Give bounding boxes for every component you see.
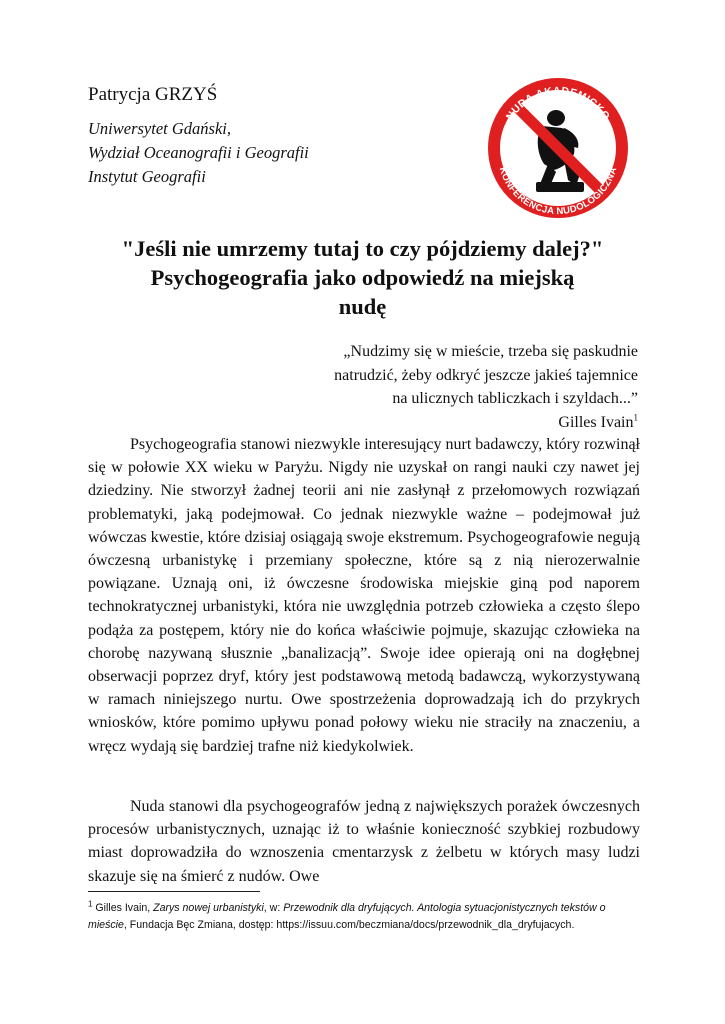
- epigraph-line: natrudzić, żeby odkryć jeszcze jakieś tajemnice: [334, 366, 638, 384]
- affiliation-line: Instytut Geografii: [88, 167, 206, 186]
- paper-title: [60, 234, 665, 321]
- affiliation-line: Uniwersytet Gdański,: [88, 119, 231, 138]
- footnote-separator: [88, 891, 260, 892]
- author-name: Patrycja GRZYŚ: [88, 84, 218, 105]
- logo-text-bottom: KONFERENCJA NUDOLOGICZNA: [496, 165, 620, 218]
- footnote-mark: 1: [88, 899, 93, 909]
- body-paragraph: Psychogeografia stanowi niezwykle interesujący nurt badawczy, który rozwinął się w połowie XX wieku w Paryżu. Nigdy nie uzyskał on rangi nauki czy nawet jej dziedziny. Nie stworzył żadnej teorii ani nie zasłynął z przełomowych rozwiązań problematyki, jaką podejmował. Co jednak niezwykle ważne – podejmował już wówczas kwestie, które dzisiaj osiągają swoje ekstremum. Psychogeografowie negują ówczesną urbanistykę i przemiany społeczne, które są z nią nierozerwalnie powiązane. Uznają oni, iż ówczesne środowiska miejskie giną pod naporem technokratycznej urbanistyki, która nie uwzględnia potrzeb człowieka a często ślepo podąża za postępem, który nie do końca właściwie pojmuje, skazując człowieka na chorobę nazywaną słusznie „banalizacją”. Swoje idee opierają oni na dogłębnej obserwacji poprzez dryf, który jest podstawową metodą badawczą, wykorzystywaną w ramach niniejszego nurtu. Owe spostrzeżenia doprowadzają ich do przykrych wniosków, które pomimo upływu ponad połowy wieku nie straciły na znaczeniu, a wręcz wydają się bardziej trafne niż kiedykolwiek.: [88, 436, 640, 755]
- affiliation-line: Wydział Oceanografii i Geografii: [88, 143, 309, 162]
- footnote-work-title: Zarys nowej urbanistyki: [153, 902, 264, 914]
- title-line: nudę: [338, 294, 387, 319]
- affiliation: [88, 117, 309, 189]
- body-paragraph: Nuda stanowi dla psychogeografów jedną z największych porażek ówczesnych procesów urbanistycznych, uznając iż to właśnie konieczność szybkiej rozbudowy miast doprowadziła do wznoszenia cmentarzysk z żelbetu w których masy ludzi skazuje się na śmierć z nudów. Owe: [88, 798, 640, 885]
- footnote-collection-title: Przewodnik dla dryfujących. Antologia sytuacjonistycznych tekstów o mieście: [88, 902, 606, 931]
- footnote-connector: , w:: [263, 902, 284, 914]
- title-line: Psychogeografia jako odpowiedź na miejską: [150, 265, 575, 290]
- footnote-publisher-url: , Fundacja Bęc Zmiana, dostęp: https://issuu.com/beczmiana/docs/przewodnik_dla_dryfujacych.: [123, 919, 575, 931]
- footnote-author: Gilles Ivain,: [95, 902, 154, 914]
- conference-logo: [484, 74, 632, 222]
- epigraph-author: [218, 411, 638, 435]
- epigraph-author-name: Gilles Ivain: [558, 413, 634, 431]
- footnote: [88, 900, 643, 934]
- epigraph: [218, 340, 638, 434]
- logo-text-top: NUDA AKADEMICKO: [503, 84, 613, 123]
- epigraph-line: „Nudzimy się w mieście, trzeba się paskudnie: [343, 343, 638, 360]
- title-line: "Jeśli nie umrzemy tutaj to czy pójdziemy dalej?": [121, 236, 604, 261]
- footnote-reference[interactable]: 1: [633, 412, 638, 423]
- epigraph-line: na ulicznych tabliczkach i szyldach...”: [392, 390, 638, 407]
